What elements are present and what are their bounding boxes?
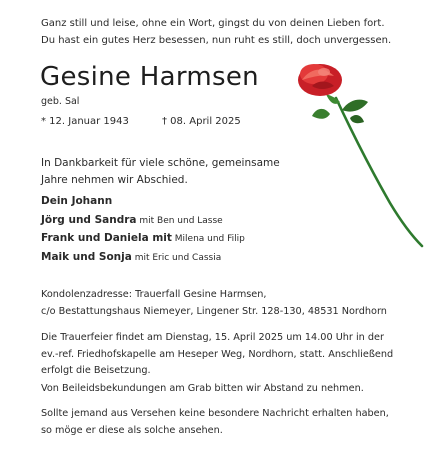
mourner-extra: mit Eric und Cassia [131,252,222,263]
farewell-text [41,155,280,189]
funeral-ceremony [41,330,401,380]
condolence-request: Von Beileidsbekundungen am Grab bitten wir Abstand zu nehmen. [41,383,364,394]
info-line: Die Trauerfeier findet am Dienstag, 15. April 2025 um 14.00 Uhr in der [41,332,384,343]
info-line: Sollte jemand aus Versehen keine besondere Nachricht erhalten haben, [41,408,389,419]
poem [41,15,391,49]
condolence-address [41,287,401,320]
mourner-names: Jörg und Sandra [41,213,137,226]
birth-name: geb. Sal [41,96,80,107]
farewell-line: Jahre nehmen wir Abschied. [41,174,188,186]
notification-notice [41,406,401,439]
mourner-names: Frank und Daniela mit [41,232,172,244]
mourners-list [41,193,245,267]
info-line: ev.-ref. Friedhofskapelle am Heseper Weg, Nordhorn, statt. Anschließend [41,348,394,360]
mourner-names: Maik und Sonja [41,250,132,263]
mourner-row [41,193,245,212]
deceased-name: Gesine Harmsen [40,62,259,92]
info-line: c/o Bestattungshaus Niemeyer, Lingener Str. 128-130, 48531 Nordhorn [41,305,387,317]
mourner-row [41,212,245,231]
info-line: Kondolenzadresse: Trauerfall Gesine Harmsen, [41,289,267,300]
info-line: erfolgt die Beisetzung. [41,365,151,376]
mourner-extra: Milena und Filip [171,234,245,244]
death-date: † 08. April 2025 [162,116,241,127]
birth-date: * 12. Januar 1943 [41,116,129,127]
info-line: so möge er diese als solche ansehen. [41,424,223,436]
mourner-row [41,249,245,268]
mourner-extra: mit Ben und Lasse [136,215,223,226]
mourner-names: Dein Johann [41,195,113,207]
poem-line: Ganz still und leise, ohne ein Wort, gingst du von deinen Lieben fort. [41,18,385,29]
poem-line: Du hast ein gutes Herz besessen, nun ruht es still, doch unvergessen. [41,35,392,46]
rose-icon [290,58,430,248]
farewell-line: In Dankbarkeit für viele schöne, gemeinsame [41,157,280,169]
mourner-row [41,230,245,249]
